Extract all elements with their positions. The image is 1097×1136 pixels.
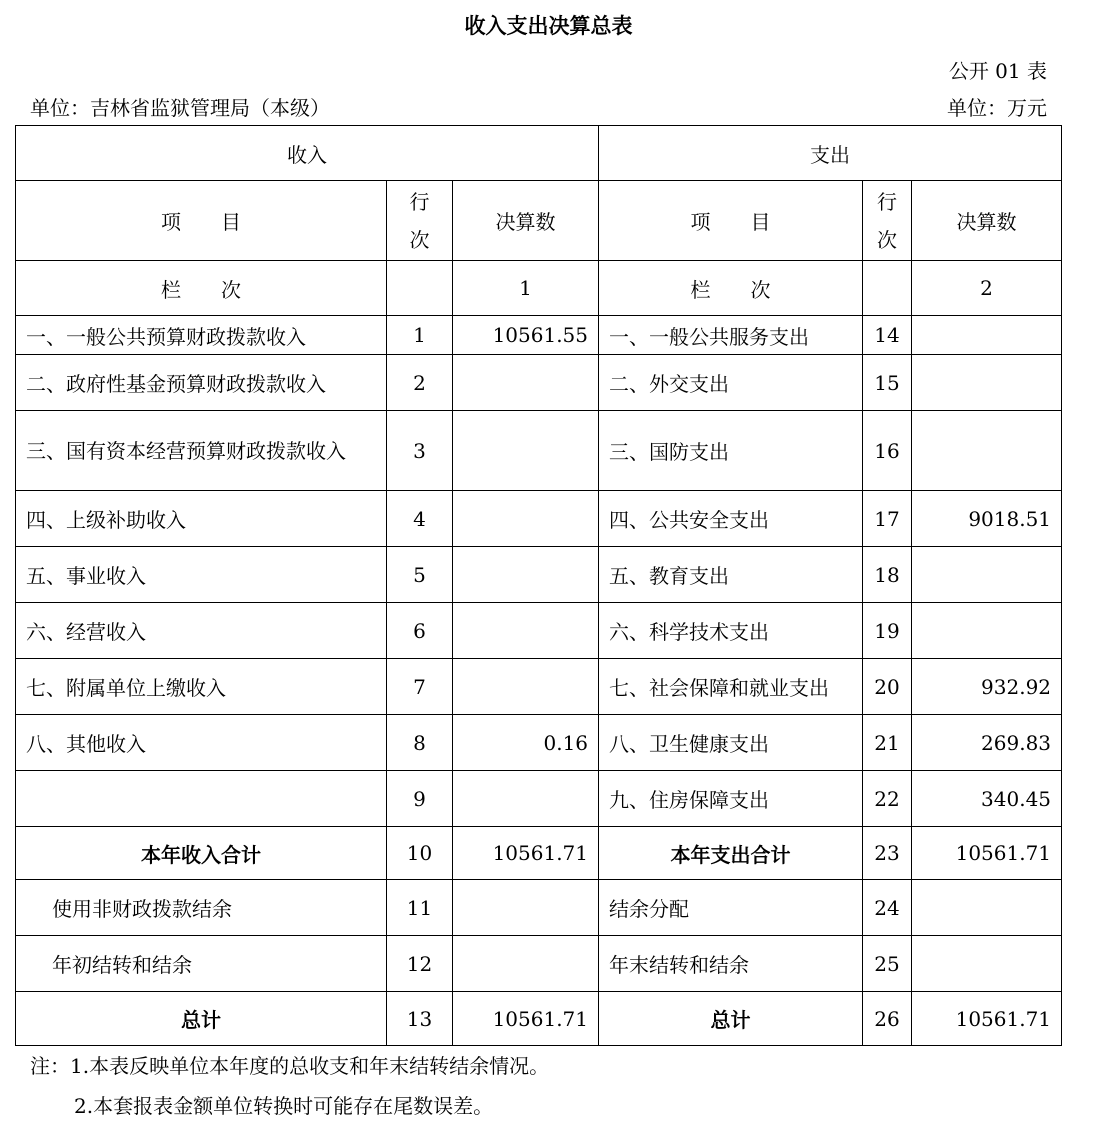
expense-amount: 269.83 [912, 715, 1062, 771]
expense-amount [912, 411, 1062, 491]
table-row [16, 355, 1062, 411]
income-row-no: 2 [387, 355, 453, 411]
expense-total-amount: 10561.71 [912, 992, 1062, 1046]
expense-item: 八、卫生健康支出 [599, 715, 863, 771]
expense-row-no: 19 [863, 603, 912, 659]
income-row-no: 13 [387, 992, 453, 1046]
income-subtotal-amount: 10561.71 [453, 827, 599, 880]
form-code: 公开 01 表 [948, 59, 1047, 83]
expense-lanci-blank [863, 261, 912, 316]
section-header-row [16, 126, 1062, 181]
expense-total-label: 总计 [599, 992, 863, 1046]
expense-row-no: 24 [863, 880, 912, 936]
expense-row-no: 15 [863, 355, 912, 411]
total-row [16, 992, 1062, 1046]
income-row-no: 5 [387, 547, 453, 603]
income-expense-table [15, 125, 1062, 1046]
column-index-row [16, 261, 1062, 316]
table-row [16, 715, 1062, 771]
expense-row-no: 16 [863, 411, 912, 491]
footnotes [30, 1046, 549, 1126]
income-amount [453, 603, 599, 659]
table-row [16, 771, 1062, 827]
table-row [16, 491, 1062, 547]
expense-amount [912, 355, 1062, 411]
income-amount: 0.16 [453, 715, 599, 771]
expense-item: 一、一般公共服务支出 [599, 316, 863, 355]
reporting-unit: 单位：吉林省监狱管理局（本级） [30, 96, 330, 120]
income-row-no: 7 [387, 659, 453, 715]
expense-item: 三、国防支出 [599, 411, 863, 491]
expense-row-no: 17 [863, 491, 912, 547]
expense-amount: 340.45 [912, 771, 1062, 827]
income-amount [453, 771, 599, 827]
expense-subtotal-label: 本年支出合计 [599, 827, 863, 880]
footnote-2: 2.本套报表金额单位转换时可能存在尾数误差。 [74, 1094, 494, 1118]
income-row-no: 10 [387, 827, 453, 880]
income-item: 二、政府性基金预算财政拨款收入 [16, 355, 387, 411]
income-item: 一、一般公共预算财政拨款收入 [16, 316, 387, 355]
income-lanci-blank [387, 261, 453, 316]
expense-amount [912, 880, 1062, 936]
table-row [16, 603, 1062, 659]
income-amount [453, 659, 599, 715]
table-row [16, 316, 1062, 355]
expense-column-index: 2 [912, 261, 1062, 316]
expense-item: 五、教育支出 [599, 547, 863, 603]
currency-unit: 单位：万元 [947, 96, 1047, 120]
income-row-no: 1 [387, 316, 453, 355]
income-row-no: 11 [387, 880, 453, 936]
expense-row-no: 23 [863, 827, 912, 880]
expense-rowno-header: 行次 [863, 181, 912, 261]
expense-amount-header: 决算数 [912, 181, 1062, 261]
income-amount [453, 547, 599, 603]
column-header-row [16, 181, 1062, 261]
expense-item: 二、外交支出 [599, 355, 863, 411]
income-header: 收入 [16, 126, 599, 181]
page-title: 收入支出决算总表 [464, 14, 633, 38]
expense-amount [912, 936, 1062, 992]
income-item: 五、事业收入 [16, 547, 387, 603]
income-row-no: 3 [387, 411, 453, 491]
table-row [16, 936, 1062, 992]
footnote-1: 注：1.本表反映单位本年度的总收支和年末结转结余情况。 [30, 1054, 550, 1078]
expense-row-no: 18 [863, 547, 912, 603]
income-row-no: 9 [387, 771, 453, 827]
income-row-no: 6 [387, 603, 453, 659]
expense-amount [912, 547, 1062, 603]
expense-item: 四、公共安全支出 [599, 491, 863, 547]
income-item: 年初结转和结余 [16, 936, 387, 992]
expense-item: 七、社会保障和就业支出 [599, 659, 863, 715]
expense-row-no: 25 [863, 936, 912, 992]
income-amount: 10561.55 [453, 316, 599, 355]
expense-amount [912, 316, 1062, 355]
expense-lanci: 栏 次 [599, 261, 863, 316]
income-lanci: 栏 次 [16, 261, 387, 316]
income-item [16, 771, 387, 827]
table-row [16, 880, 1062, 936]
expense-row-no: 20 [863, 659, 912, 715]
income-amount [453, 936, 599, 992]
expense-amount: 9018.51 [912, 491, 1062, 547]
income-item: 八、其他收入 [16, 715, 387, 771]
income-item-header: 项 目 [16, 181, 387, 261]
income-item: 七、附属单位上缴收入 [16, 659, 387, 715]
expense-row-no: 26 [863, 992, 912, 1046]
table-row [16, 659, 1062, 715]
income-amount [453, 880, 599, 936]
income-amount [453, 355, 599, 411]
expense-item-header: 项 目 [599, 181, 863, 261]
expense-subtotal-amount: 10561.71 [912, 827, 1062, 880]
income-total-amount: 10561.71 [453, 992, 599, 1046]
expense-row-no: 14 [863, 316, 912, 355]
income-amount [453, 491, 599, 547]
income-row-no: 8 [387, 715, 453, 771]
expense-item: 六、科学技术支出 [599, 603, 863, 659]
expense-item: 九、住房保障支出 [599, 771, 863, 827]
table-row [16, 547, 1062, 603]
income-subtotal-label: 本年收入合计 [16, 827, 387, 880]
income-item: 四、上级补助收入 [16, 491, 387, 547]
income-column-index: 1 [453, 261, 599, 316]
income-total-label: 总计 [16, 992, 387, 1046]
income-row-no: 4 [387, 491, 453, 547]
expense-header: 支出 [599, 126, 1062, 181]
expense-amount [912, 603, 1062, 659]
income-row-no: 12 [387, 936, 453, 992]
income-amount-header: 决算数 [453, 181, 599, 261]
expense-item: 年末结转和结余 [599, 936, 863, 992]
table-row [16, 411, 1062, 491]
income-rowno-header: 行次 [387, 181, 453, 261]
expense-row-no: 22 [863, 771, 912, 827]
income-item: 使用非财政拨款结余 [16, 880, 387, 936]
income-item: 六、经营收入 [16, 603, 387, 659]
expense-amount: 932.92 [912, 659, 1062, 715]
income-item: 三、国有资本经营预算财政拨款收入 [16, 411, 387, 491]
expense-row-no: 21 [863, 715, 912, 771]
income-amount [453, 411, 599, 491]
expense-item: 结余分配 [599, 880, 863, 936]
subtotal-row [16, 827, 1062, 880]
